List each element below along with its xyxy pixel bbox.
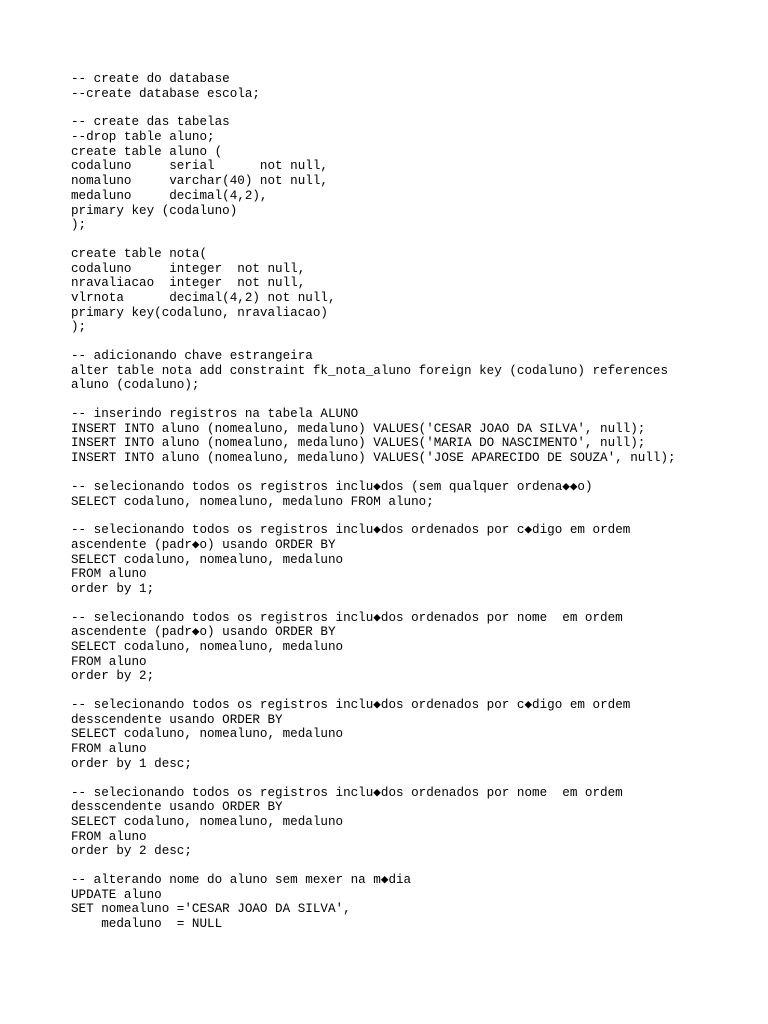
code-line: SELECT codaluno, nomealuno, medaluno FROM aluno;	[71, 494, 434, 509]
block-separator	[71, 233, 751, 247]
code-line: nravaliacao integer not null,	[71, 276, 306, 291]
code-line: -- selecionando todos os registros inclu◆dos (sem qualquer ordena◆◆o)	[71, 479, 593, 494]
block-separator	[71, 393, 751, 407]
code-line: --create database escola;	[71, 86, 260, 101]
code-line: primary key (codaluno)	[71, 203, 238, 218]
code-line: -- create das tabelas	[71, 115, 230, 130]
code-line: aluno (codaluno);	[71, 378, 200, 393]
code-line: desscendente usando ORDER BY	[71, 712, 283, 727]
code-block	[71, 480, 751, 509]
code-line: -- alterando nome do aluno sem mexer na m◆dia	[71, 872, 412, 887]
code-line: codaluno integer not null,	[71, 261, 306, 276]
block-separator	[71, 684, 751, 698]
code-line: INSERT INTO aluno (nomealuno, medaluno) VALUES('CESAR JOAO DA SILVA', null);	[71, 421, 646, 436]
block-separator	[71, 509, 751, 523]
code-line: order by 1;	[71, 581, 155, 596]
block-separator	[71, 597, 751, 611]
code-line: vlrnota decimal(4,2) not null,	[71, 290, 336, 305]
code-line: medaluno = NULL	[71, 917, 223, 931]
code-line: order by 1 desc;	[71, 756, 192, 771]
code-line: -- create do database	[71, 72, 230, 86]
code-block	[71, 611, 751, 684]
code-line: alter table nota add constraint fk_nota_aluno foreign key (codaluno) references	[71, 363, 669, 378]
sql-script-document	[71, 72, 751, 932]
code-block	[71, 523, 751, 596]
block-separator	[71, 101, 751, 115]
code-block	[71, 349, 751, 393]
code-block	[71, 407, 751, 466]
code-line: FROM aluno	[71, 742, 147, 757]
code-block	[71, 698, 751, 771]
code-line: -- adicionando chave estrangeira	[71, 349, 313, 363]
code-line: --drop table aluno;	[71, 130, 215, 145]
code-block	[71, 115, 751, 233]
code-line: ascendente (padr◆o) usando ORDER BY	[71, 625, 336, 640]
code-line: nomaluno varchar(40) not null,	[71, 174, 328, 189]
block-separator	[71, 466, 751, 480]
code-line: SET nomealuno ='CESAR JOAO DA SILVA',	[71, 902, 351, 917]
code-line: -- selecionando todos os registros inclu◆dos ordenados por nome em ordem	[71, 610, 623, 625]
code-line: SELECT codaluno, nomealuno, medaluno	[71, 640, 344, 654]
code-line: -- selecionando todos os registros inclu◆dos ordenados por nome em ordem	[71, 785, 623, 800]
code-line: medaluno decimal(4,2),	[71, 188, 268, 203]
code-line: UPDATE aluno	[71, 887, 162, 902]
code-line: );	[71, 218, 87, 233]
code-block	[71, 873, 751, 932]
code-line: ascendente (padr◆o) usando ORDER BY	[71, 537, 336, 552]
code-line: SELECT codaluno, nomealuno, medaluno	[71, 814, 344, 829]
code-line: -- inserindo registros na tabela ALUNO	[71, 407, 359, 422]
code-line: create table nota(	[71, 246, 208, 261]
code-block	[71, 247, 751, 335]
code-line: create table aluno (	[71, 144, 223, 159]
code-line: -- selecionando todos os registros inclu◆dos ordenados por c◆digo em ordem	[71, 698, 631, 713]
code-block	[71, 72, 751, 101]
code-line: FROM aluno	[71, 654, 147, 669]
code-line: FROM aluno	[71, 829, 147, 844]
code-line: order by 2 desc;	[71, 844, 192, 859]
code-line: desscendente usando ORDER BY	[71, 800, 283, 815]
block-separator	[71, 772, 751, 786]
code-line: );	[71, 320, 87, 335]
code-line: codaluno serial not null,	[71, 159, 328, 174]
block-separator	[71, 859, 751, 873]
code-line: -- selecionando todos os registros inclu◆dos ordenados por c◆digo em ordem	[71, 523, 631, 538]
code-line: primary key(codaluno, nravaliacao)	[71, 305, 328, 320]
code-line: SELECT codaluno, nomealuno, medaluno	[71, 727, 344, 742]
code-block	[71, 786, 751, 859]
code-line: INSERT INTO aluno (nomealuno, medaluno) VALUES('MARIA DO NASCIMENTO', null);	[71, 436, 646, 451]
block-separator	[71, 335, 751, 349]
code-line: order by 2;	[71, 669, 155, 684]
code-line: INSERT INTO aluno (nomealuno, medaluno) VALUES('JOSE APARECIDO DE SOUZA', null);	[71, 451, 676, 466]
code-line: SELECT codaluno, nomealuno, medaluno	[71, 552, 344, 567]
code-line: FROM aluno	[71, 567, 147, 582]
